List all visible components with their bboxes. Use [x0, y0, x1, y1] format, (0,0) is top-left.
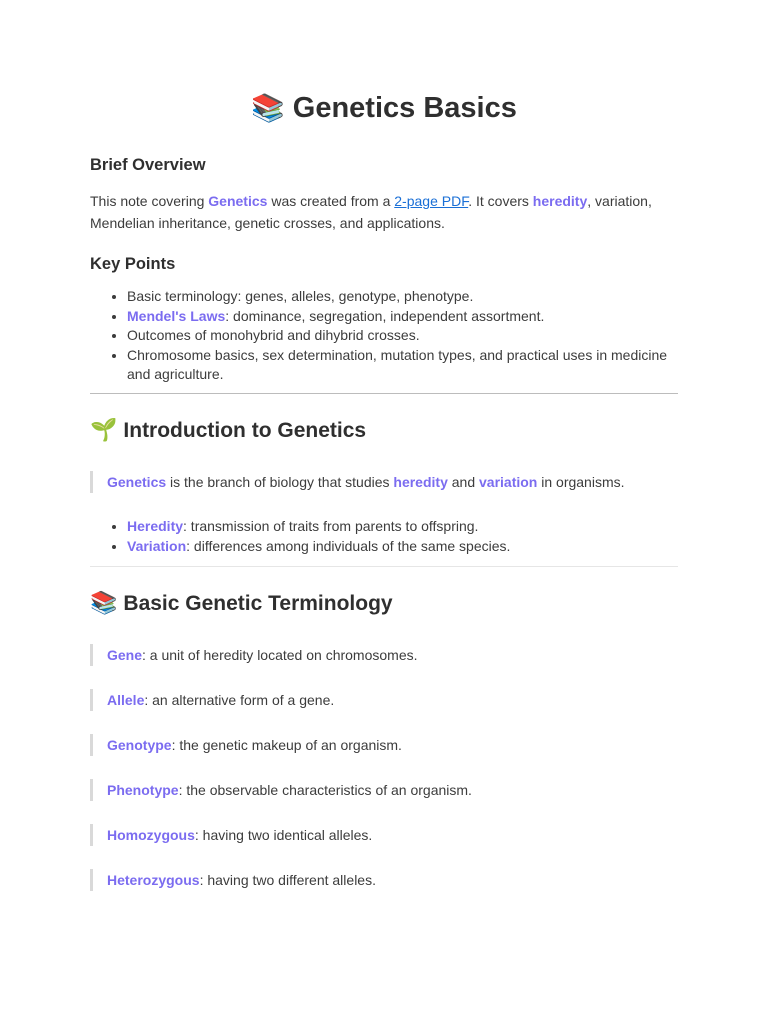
- list-item: • Chromosome basics, sex determination, mutation types, and practical uses in medicine and agriculture.: [127, 346, 678, 385]
- keyword-heredity: heredity: [532, 193, 588, 209]
- term-phenotype: [90, 779, 472, 801]
- list-item: [127, 537, 678, 557]
- keyword-heredity: Heredity: [127, 518, 184, 534]
- term-heterozygous: [90, 869, 376, 891]
- overview-text: . It covers: [468, 193, 533, 209]
- brief-overview-heading: Brief Overview: [90, 156, 206, 174]
- list-item: • Basic terminology: genes, alleles, genotype, phenotype.: [127, 287, 678, 307]
- term-definition: : the observable characteristics of an organism.: [178, 782, 472, 798]
- terminology-heading-text: Basic Genetic Terminology: [123, 592, 393, 615]
- key-points-list: [90, 287, 678, 385]
- key-points-heading: Key Points: [90, 255, 176, 273]
- books-icon: 📚: [90, 591, 118, 616]
- list-item-text: : transmission of traits from parents to offspring.: [183, 518, 479, 534]
- list-item-text: : differences among individuals of the same species.: [186, 537, 511, 554]
- intro-heading-text: Introduction to Genetics: [123, 419, 367, 442]
- intro-blockquote: [90, 471, 625, 493]
- term-keyword: Phenotype: [107, 782, 179, 798]
- seedling-icon: 🌱: [90, 418, 118, 443]
- overview-text: , variation, Mendelian inheritance, genetic crosses, and applications.: [90, 193, 652, 231]
- overview-text: was created from a: [267, 193, 395, 209]
- term-keyword: Homozygous: [107, 827, 195, 843]
- keyword-variation: Variation: [127, 537, 187, 554]
- overview-text: This note covering: [90, 193, 209, 209]
- term-definition: : a unit of heredity located on chromosomes.: [142, 647, 418, 663]
- page-title: [90, 92, 678, 125]
- term-keyword: Heterozygous: [107, 872, 200, 888]
- terminology-heading: [90, 591, 393, 616]
- keyword-variation: variation: [479, 474, 538, 490]
- section-divider: [90, 393, 678, 394]
- term-homozygous: [90, 824, 372, 846]
- list-item-text: : dominance, segregation, independent assortment.: [225, 307, 545, 324]
- quote-text: and: [447, 474, 479, 490]
- list-item: [127, 307, 678, 327]
- quote-text: is the branch of biology that studies: [166, 474, 394, 490]
- term-keyword: Allele: [107, 692, 145, 708]
- keyword-mendels-laws: Mendel's Laws: [127, 307, 226, 324]
- intro-list: [90, 517, 678, 556]
- keyword-heredity: heredity: [393, 474, 448, 490]
- quote-text: in organisms.: [537, 474, 625, 490]
- term-definition: : an alternative form of a gene.: [144, 692, 335, 708]
- term-definition: : having two different alleles.: [199, 872, 376, 888]
- keyword-genetics: Genetics: [107, 474, 167, 490]
- section-divider: [90, 566, 678, 567]
- list-item: • Outcomes of monohybrid and dihybrid crosses.: [127, 326, 678, 346]
- intro-heading: [90, 418, 366, 443]
- books-icon: 📚: [251, 93, 285, 124]
- term-genotype: [90, 734, 402, 756]
- overview-paragraph: [90, 190, 678, 234]
- keyword-genetics: Genetics: [208, 193, 268, 209]
- pdf-link[interactable]: 2-page PDF: [394, 193, 469, 209]
- term-allele: [90, 689, 334, 711]
- term-definition: : the genetic makeup of an organism.: [171, 737, 402, 753]
- term-definition: : having two identical alleles.: [194, 827, 373, 843]
- list-item: [127, 517, 678, 537]
- term-keyword: Genotype: [107, 737, 172, 753]
- term-gene: [90, 644, 418, 666]
- page-title-text: Genetics Basics: [292, 92, 517, 124]
- term-keyword: Gene: [107, 647, 143, 663]
